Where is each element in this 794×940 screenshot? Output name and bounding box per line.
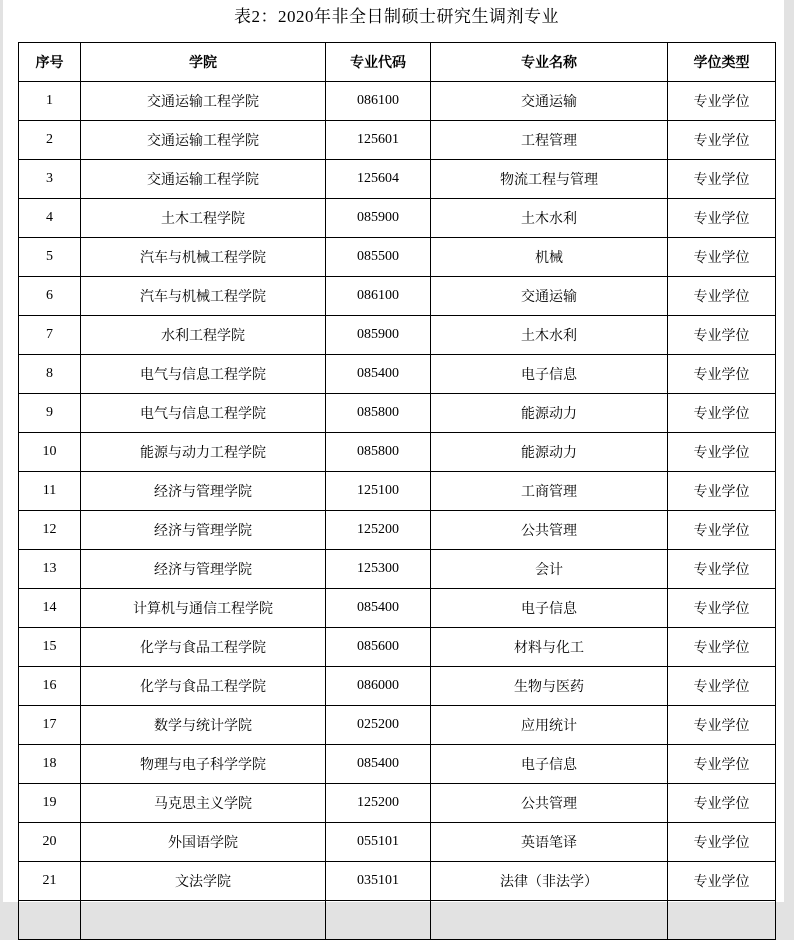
cell-major-name: 工程管理	[431, 121, 668, 160]
table-row	[19, 589, 776, 628]
cell-index: 18	[19, 745, 81, 784]
table-row	[19, 121, 776, 160]
cell-major-code: 085500	[326, 238, 431, 277]
cell-college: 经济与管理学院	[81, 472, 326, 511]
table-row	[19, 472, 776, 511]
cell-degree-type	[668, 901, 776, 940]
cell-degree-type: 专业学位	[668, 628, 776, 667]
adjustment-majors-table	[18, 42, 776, 940]
table-row	[19, 862, 776, 901]
table-row	[19, 667, 776, 706]
cell-major-name: 电子信息	[431, 355, 668, 394]
cell-major-code: 086000	[326, 667, 431, 706]
cell-index: 17	[19, 706, 81, 745]
cell-degree-type: 专业学位	[668, 862, 776, 901]
cell-index: 6	[19, 277, 81, 316]
cell-college: 交通运输工程学院	[81, 160, 326, 199]
cell-major-code: 085900	[326, 199, 431, 238]
cell-major-code: 085400	[326, 589, 431, 628]
table-header-row	[19, 43, 776, 82]
cell-major-code: 085800	[326, 433, 431, 472]
cell-major-name: 应用统计	[431, 706, 668, 745]
cell-degree-type: 专业学位	[668, 160, 776, 199]
table-row	[19, 745, 776, 784]
table-row	[19, 355, 776, 394]
cell-college: 经济与管理学院	[81, 550, 326, 589]
cell-major-name: 电子信息	[431, 745, 668, 784]
cell-major-name: 公共管理	[431, 784, 668, 823]
cell-major-code: 125300	[326, 550, 431, 589]
table-row	[19, 550, 776, 589]
cell-major-name: 交通运输	[431, 82, 668, 121]
cell-index: 7	[19, 316, 81, 355]
table-row	[19, 160, 776, 199]
table-row	[19, 277, 776, 316]
cell-major-name: 法律（非法学）	[431, 862, 668, 901]
cell-major-name: 能源动力	[431, 433, 668, 472]
cell-college: 土木工程学院	[81, 199, 326, 238]
cell-major-name: 材料与化工	[431, 628, 668, 667]
cell-index: 3	[19, 160, 81, 199]
cell-major-code: 125100	[326, 472, 431, 511]
cell-major-name: 电子信息	[431, 589, 668, 628]
cell-college: 物理与电子科学学院	[81, 745, 326, 784]
cell-major-code: 085900	[326, 316, 431, 355]
cell-major-code	[326, 901, 431, 940]
cell-major-code: 035101	[326, 862, 431, 901]
table-row	[19, 784, 776, 823]
cell-degree-type: 专业学位	[668, 199, 776, 238]
cell-index: 19	[19, 784, 81, 823]
col-header-degree-type: 学位类型	[668, 43, 776, 82]
cell-college: 能源与动力工程学院	[81, 433, 326, 472]
table-body	[19, 82, 776, 940]
cell-degree-type: 专业学位	[668, 238, 776, 277]
cell-degree-type: 专业学位	[668, 394, 776, 433]
cell-college: 交通运输工程学院	[81, 82, 326, 121]
cell-major-code: 085600	[326, 628, 431, 667]
cell-major-code: 125200	[326, 511, 431, 550]
cell-degree-type: 专业学位	[668, 706, 776, 745]
cell-index: 13	[19, 550, 81, 589]
table-row	[19, 238, 776, 277]
cell-college: 外国语学院	[81, 823, 326, 862]
cell-college: 数学与统计学院	[81, 706, 326, 745]
cell-index: 20	[19, 823, 81, 862]
cell-index: 4	[19, 199, 81, 238]
cell-index: 12	[19, 511, 81, 550]
cell-major-name: 生物与医药	[431, 667, 668, 706]
cell-index: 14	[19, 589, 81, 628]
cell-major-name: 工商管理	[431, 472, 668, 511]
cell-major-code: 086100	[326, 277, 431, 316]
cell-college: 计算机与通信工程学院	[81, 589, 326, 628]
cell-college: 文法学院	[81, 862, 326, 901]
cell-index: 15	[19, 628, 81, 667]
cell-index: 21	[19, 862, 81, 901]
cell-college: 水利工程学院	[81, 316, 326, 355]
cell-college: 汽车与机械工程学院	[81, 238, 326, 277]
cell-college	[81, 901, 326, 940]
col-header-index: 序号	[19, 43, 81, 82]
table-row	[19, 316, 776, 355]
cell-college: 电气与信息工程学院	[81, 355, 326, 394]
document-page	[3, 0, 784, 902]
cell-degree-type: 专业学位	[668, 784, 776, 823]
cell-degree-type: 专业学位	[668, 472, 776, 511]
col-header-major-name: 专业名称	[431, 43, 668, 82]
cell-degree-type: 专业学位	[668, 316, 776, 355]
cell-degree-type: 专业学位	[668, 433, 776, 472]
cell-index: 10	[19, 433, 81, 472]
cell-major-name: 土木水利	[431, 316, 668, 355]
cell-college: 化学与食品工程学院	[81, 667, 326, 706]
cell-major-name: 英语笔译	[431, 823, 668, 862]
cell-major-name: 交通运输	[431, 277, 668, 316]
cell-college: 电气与信息工程学院	[81, 394, 326, 433]
col-header-college: 学院	[81, 43, 326, 82]
cell-degree-type: 专业学位	[668, 355, 776, 394]
cell-index: 2	[19, 121, 81, 160]
cell-degree-type: 专业学位	[668, 667, 776, 706]
cell-college: 马克思主义学院	[81, 784, 326, 823]
table-title: 表2：2020年非全日制硕士研究生调剂专业	[234, 7, 559, 26]
cell-major-code: 085400	[326, 355, 431, 394]
table-row	[19, 511, 776, 550]
cell-degree-type: 专业学位	[668, 550, 776, 589]
cell-major-name	[431, 901, 668, 940]
table-row	[19, 394, 776, 433]
cell-degree-type: 专业学位	[668, 277, 776, 316]
cell-major-name: 会计	[431, 550, 668, 589]
cell-index: 16	[19, 667, 81, 706]
table-row	[19, 823, 776, 862]
cell-index: 5	[19, 238, 81, 277]
cell-major-code: 085800	[326, 394, 431, 433]
cell-degree-type: 专业学位	[668, 121, 776, 160]
cell-major-name: 能源动力	[431, 394, 668, 433]
cell-major-code: 025200	[326, 706, 431, 745]
cell-major-code: 125601	[326, 121, 431, 160]
cell-degree-type: 专业学位	[668, 589, 776, 628]
cell-college: 汽车与机械工程学院	[81, 277, 326, 316]
cell-major-code: 125200	[326, 784, 431, 823]
cell-major-name: 物流工程与管理	[431, 160, 668, 199]
cell-major-code: 086100	[326, 82, 431, 121]
cell-index: 9	[19, 394, 81, 433]
cell-major-code: 055101	[326, 823, 431, 862]
cell-major-name: 土木水利	[431, 199, 668, 238]
cell-major-name: 机械	[431, 238, 668, 277]
cell-college: 交通运输工程学院	[81, 121, 326, 160]
col-header-major-code: 专业代码	[326, 43, 431, 82]
table-row	[19, 706, 776, 745]
table-row-partial	[19, 901, 776, 940]
cell-major-code: 125604	[326, 160, 431, 199]
table-row	[19, 82, 776, 121]
cell-degree-type: 专业学位	[668, 511, 776, 550]
table-row	[19, 628, 776, 667]
cell-index: 11	[19, 472, 81, 511]
cell-index: 8	[19, 355, 81, 394]
table-row	[19, 199, 776, 238]
table-row	[19, 433, 776, 472]
cell-college: 化学与食品工程学院	[81, 628, 326, 667]
cell-index	[19, 901, 81, 940]
cell-degree-type: 专业学位	[668, 82, 776, 121]
cell-major-code: 085400	[326, 745, 431, 784]
cell-degree-type: 专业学位	[668, 823, 776, 862]
cell-major-name: 公共管理	[431, 511, 668, 550]
cell-college: 经济与管理学院	[81, 511, 326, 550]
cell-degree-type: 专业学位	[668, 745, 776, 784]
cell-index: 1	[19, 82, 81, 121]
